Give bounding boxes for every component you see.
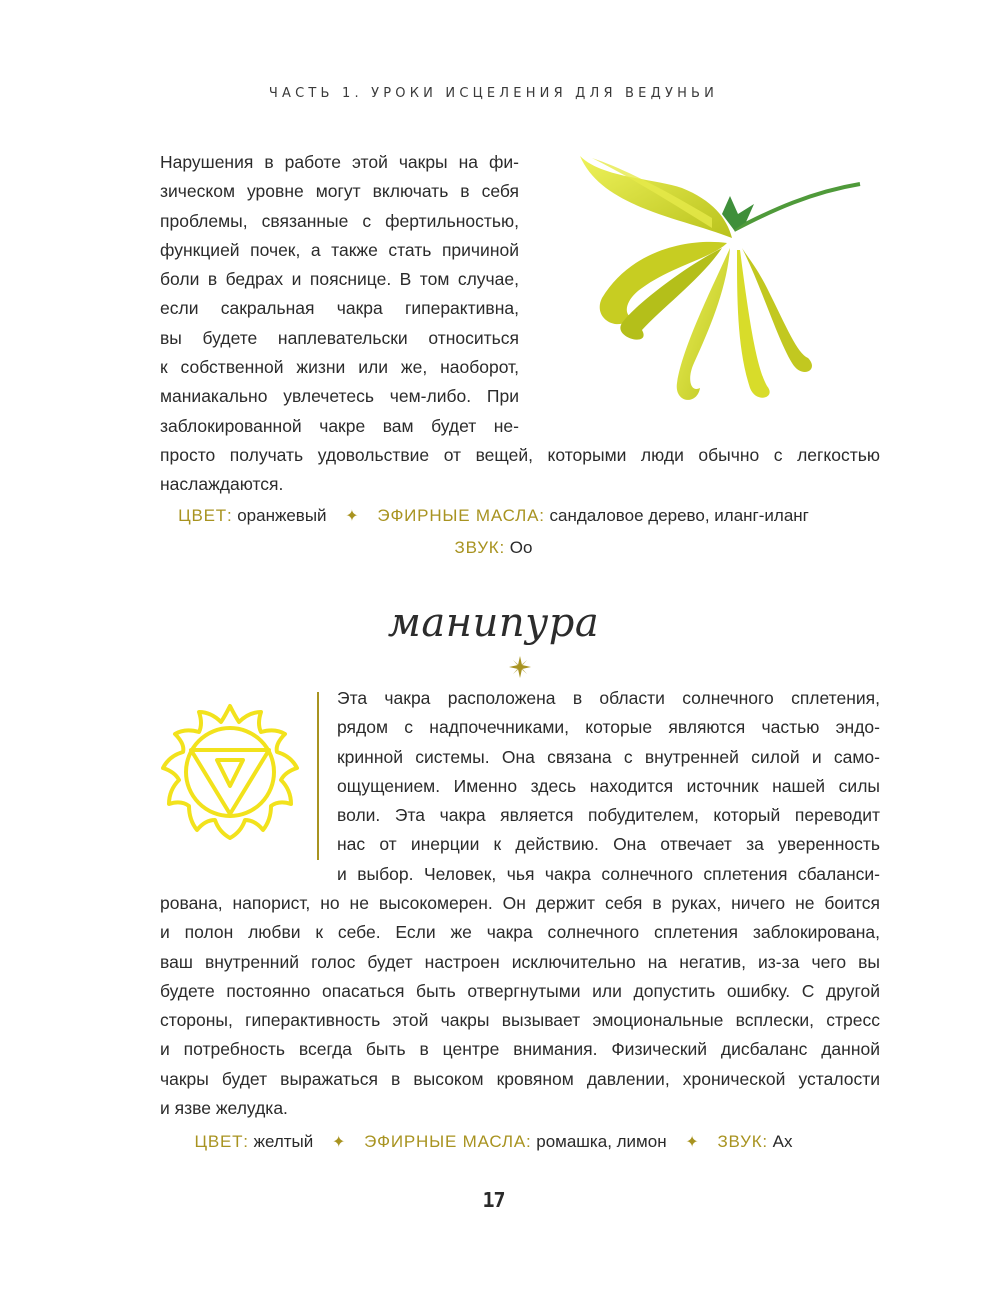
text-line: ощущением. Именно здесь находится источник нашей силы — [337, 775, 880, 796]
oils-label: ЭФИРНЫЕ МАСЛА: — [377, 506, 545, 525]
text-line: стороны, гиперактивность этой чакры вызывает эмоциональные всплески, стресс — [160, 1010, 880, 1031]
text-line: рована, напорист, но не высокомерен. Он держит себя в руках, ничего не боится — [160, 893, 880, 913]
text-line: зическом уровне могут включать в себя — [160, 181, 519, 202]
text-line: Эта чакра расположена в области солнечного сплетения, — [337, 688, 880, 708]
section2-paragraph — [337, 684, 880, 889]
color-label: ЦВЕТ: — [194, 1132, 249, 1151]
four-point-star-icon — [509, 656, 531, 678]
section-title: манипура — [387, 600, 600, 646]
text-line: Нарушения в работе этой чакры на фи- — [160, 152, 519, 172]
section2-paragraph-wide — [160, 889, 880, 1123]
text-line: нас от инерции к действию. Она отвечает за уверенность — [337, 834, 880, 855]
text-line: рядом с надпочечниками, которые являются частью эндо- — [337, 717, 880, 738]
oils-value: ромашка, лимон — [536, 1132, 667, 1151]
text-line: кринной системы. Она связана с внутренней силой и само- — [337, 746, 880, 767]
section2-properties — [0, 1128, 987, 1157]
oils-value: сандаловое дерево, иланг-иланг — [549, 506, 809, 525]
text-line: просто получать удовольствие от вещей, которыми люди обычно с легкостью — [160, 445, 880, 465]
color-value: оранжевый — [237, 506, 327, 525]
text-line: функцией почек, а также стать причиной — [160, 239, 519, 260]
text-line: и язве желудка. — [160, 1098, 288, 1119]
section1-properties — [0, 502, 987, 531]
text-line: и выбор. Человек, чья чакра солнечного сплетения сбаланси- — [337, 863, 880, 884]
sound-label: ЗВУК: — [717, 1132, 768, 1151]
text-line: ваш внутренний голос будет настроен исключительно на негатив, из-за чего вы — [160, 951, 880, 972]
page-number: 17 — [482, 1188, 505, 1212]
running-head: ЧАСТЬ 1. УРОКИ ИСЦЕЛЕНИЯ ДЛЯ ВЕДУНЬИ — [268, 86, 719, 101]
text-line: и полон любви к себе. Если же чакра солнечного сплетения заблокирована, — [160, 922, 880, 943]
sound-value: Оо — [509, 538, 533, 557]
text-line: чакры будет выражаться в высоком кровяном давлении, хронической усталости — [160, 1068, 880, 1089]
oils-label: ЭФИРНЫЕ МАСЛА: — [364, 1132, 532, 1151]
text-line: воли. Эта чакра является побудителем, который переводит — [337, 805, 880, 826]
text-line: вы будете наплевательски относиться — [160, 327, 519, 348]
text-line: наслаждаются. — [160, 474, 284, 495]
text-line: будете постоянно опасаться быть отвергнутыми или допустить ошибку. С другой — [160, 980, 880, 1001]
section1-paragraph — [160, 148, 519, 441]
text-line: маниакально увлечетесь чем-либо. При — [160, 386, 519, 407]
text-line: боли в бедрах и пояснице. В том случае, — [160, 269, 519, 290]
color-value: желтый — [253, 1132, 314, 1151]
four-point-star-icon: ✦ — [332, 1134, 346, 1151]
manipura-chakra-icon — [157, 702, 303, 842]
section1-sound — [0, 534, 987, 562]
text-line: заблокированной чакре вам будет не- — [160, 415, 519, 436]
ylang-ylang-flower-icon — [562, 148, 864, 410]
sound-label: ЗВУК: — [454, 538, 506, 557]
four-point-star-icon: ✦ — [685, 1134, 699, 1151]
sound-value: Ах — [772, 1132, 793, 1151]
four-point-star-icon: ✦ — [345, 508, 359, 525]
color-label: ЦВЕТ: — [178, 506, 233, 525]
text-line: к собственной жизни или же, наоборот, — [160, 357, 519, 378]
section1-paragraph-wide — [160, 441, 880, 500]
text-line: проблемы, связанные с фертильностью, — [160, 210, 519, 231]
text-line: если сакральная чакра гиперактивна, — [160, 298, 519, 319]
accent-bar — [317, 692, 319, 860]
text-line: и потребность всегда быть в центре внимания. Физический дисбаланс данной — [160, 1039, 880, 1060]
